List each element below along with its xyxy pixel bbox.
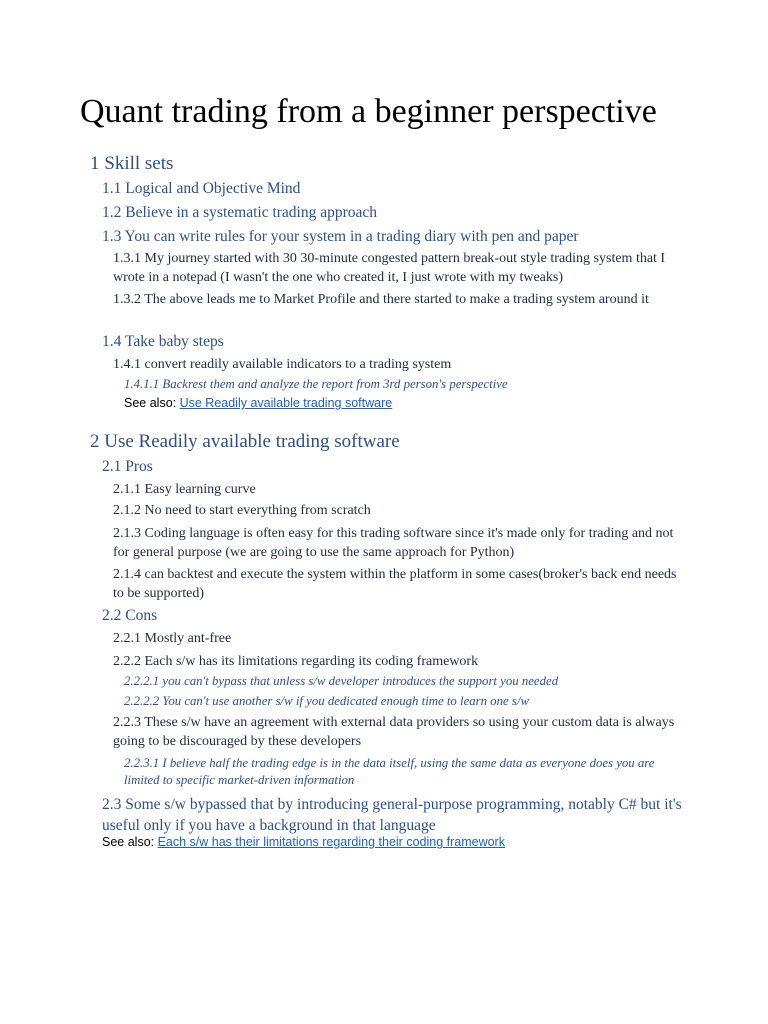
item-2-2-2-1: 2.2.2.1 you can't bypass that unless s/w developer introduces the support you needed [124, 674, 559, 688]
heading-skill-sets: 1 Skill sets [90, 153, 174, 174]
heading-1-1: 1.1 Logical and Objective Mind [102, 180, 301, 197]
see-also-link-coding-framework[interactable]: Each s/w has their limitations regarding their coding framework [157, 835, 505, 849]
item-1-3-1: 1.3.1 My journey started with 30 30-minute congested pattern break-out style trading system that I wrote in a notepad (I wasn't the one who created it, I just wrote with my tweaks) [113, 251, 666, 285]
see-also-link-trading-software[interactable]: Use Readily available trading software [179, 396, 393, 410]
item-2-2-2: 2.2.2 Each s/w has its limitations regarding its coding framework [113, 654, 479, 669]
item-2-1-3: 2.1.3 Coding language is often easy for this trading software since it's made only for trading and not for general purpose (we are going to use the same approach for Python) [113, 526, 674, 560]
item-1-3-2: 1.3.2 The above leads me to Market Profile and there started to make a trading system around it [113, 292, 649, 307]
see-also-2 [102, 835, 505, 851]
item-2-2-1: 2.2.1 Mostly ant-free [113, 631, 232, 646]
item-2-1-1: 2.1.1 Easy learning curve [113, 482, 256, 497]
item-1-4-1-1: 1.4.1.1 Backrest them and analyze the report from 3rd person's perspective [124, 377, 508, 391]
heading-1-2: 1.2 Believe in a systematic trading approach [102, 204, 378, 221]
see-also-1 [124, 396, 392, 412]
heading-2-1: 2.1 Pros [102, 458, 153, 475]
item-1-4-1: 1.4.1 convert readily available indicators to a trading system [113, 357, 452, 372]
heading-1-4: 1.4 Take baby steps [102, 333, 224, 350]
item-2-2-3-1: 2.2.3.1 I believe half the trading edge is in the data itself, using the same data as everyone does you are limited to specific market-driven information [124, 756, 655, 788]
item-2-1-2: 2.1.2 No need to start everything from scratch [113, 503, 371, 518]
item-2-1-4: 2.1.4 can backtest and execute the system within the platform in some cases(broker's back end needs to be supported) [113, 567, 677, 601]
heading-2-3: 2.3 Some s/w bypassed that by introducing general-purpose programming, notably C# but it's useful only if you have a background in that language [102, 796, 682, 834]
item-2-2-2-2: 2.2.2.2 You can't use another s/w if you dedicated enough time to learn one s/w [124, 694, 529, 708]
heading-use-trading-software: 2 Use Readily available trading software [90, 431, 400, 452]
item-2-2-3: 2.2.3 These s/w have an agreement with external data providers so using your custom data is always going to be discouraged by these developers [113, 715, 675, 749]
see-also-label: See also: [124, 396, 180, 410]
document-title: Quant trading from a beginner perspective [80, 93, 657, 130]
heading-1-3: 1.3 You can write rules for your system in a trading diary with pen and paper [102, 228, 579, 245]
heading-2-2: 2.2 Cons [102, 607, 158, 624]
see-also-label: See also: [102, 835, 158, 849]
